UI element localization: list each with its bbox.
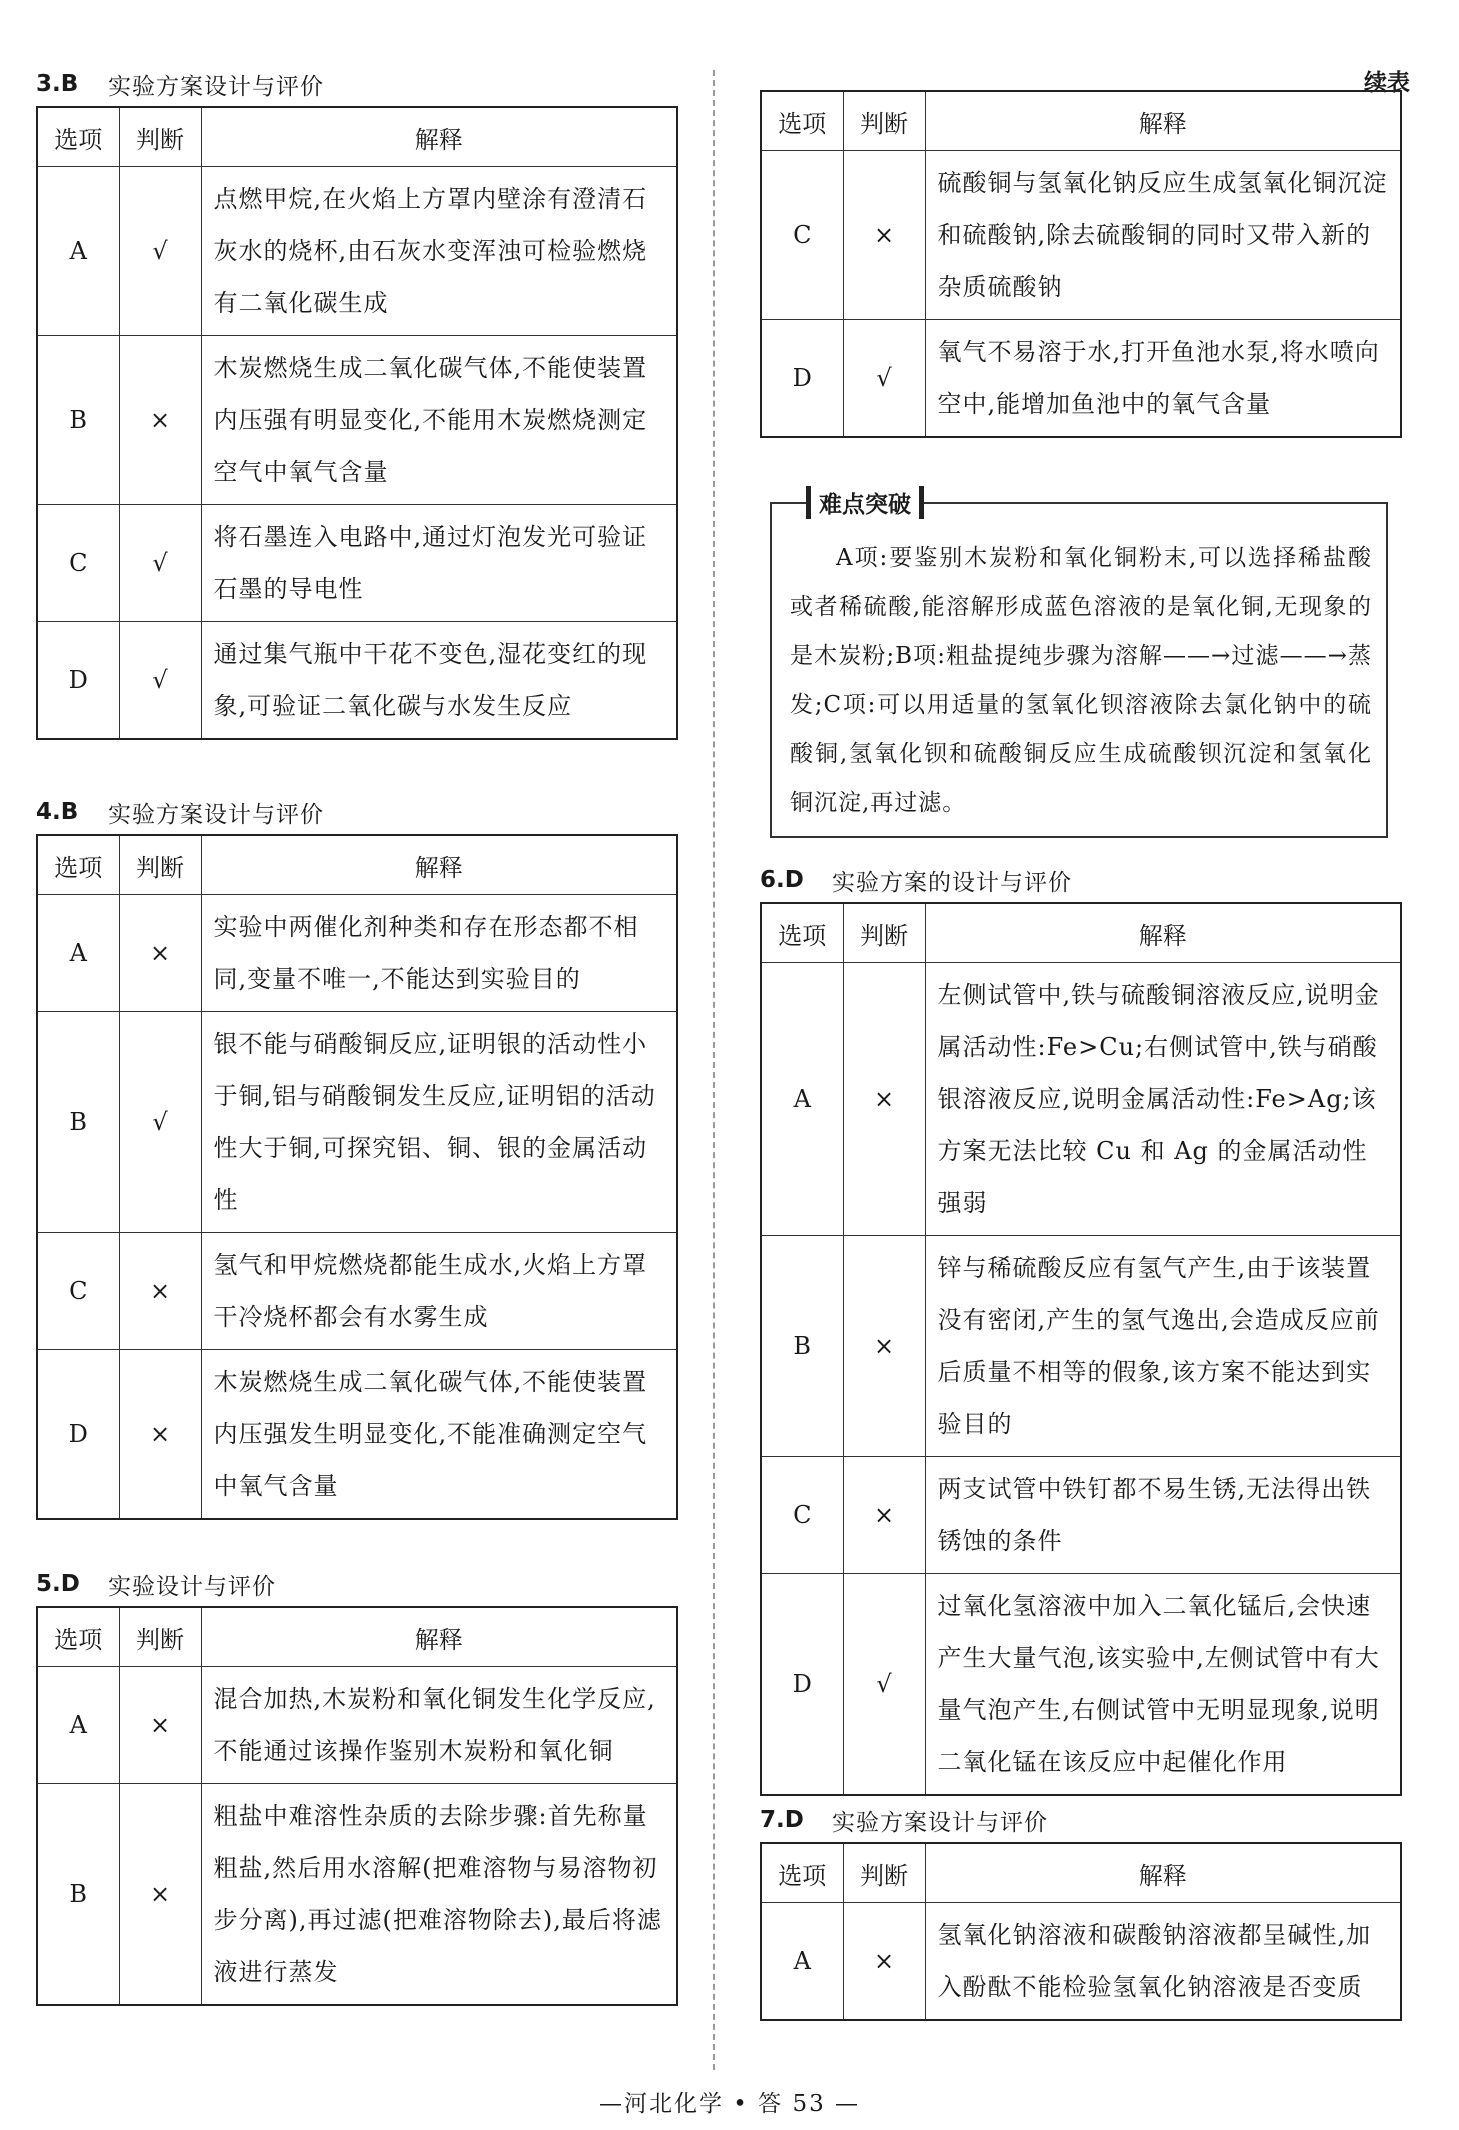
section-answer: 5.D: [36, 1571, 80, 1597]
judge-cell: ×: [843, 1457, 925, 1574]
option-cell: B: [37, 1784, 119, 2006]
judge-header: 判断: [843, 1843, 925, 1903]
page-footer: —河北化学 • 答 53 —: [598, 2091, 861, 2117]
answer-table: [36, 834, 678, 1520]
table-row: [37, 1667, 677, 1784]
table-header-row: [37, 107, 677, 167]
table-header-row: [761, 91, 1401, 151]
explanation-cell: 通过集气瓶中干花不变色,湿花变红的现象,可验证二氧化碳与水发生反应: [201, 622, 677, 740]
answer-table: [760, 90, 1402, 438]
option-cell: D: [761, 320, 843, 438]
option-cell: D: [37, 622, 119, 740]
judge-header: 判断: [119, 1607, 201, 1667]
answer-section-s6: [760, 858, 1410, 1796]
answer-section-s5: [36, 1562, 686, 2006]
option-cell: B: [761, 1236, 843, 1457]
explanation-cell: 氧气不易溶于水,打开鱼池水泵,将水喷向空中,能增加鱼池中的氧气含量: [925, 320, 1401, 438]
section-topic: 实验设计与评价: [108, 1573, 276, 1600]
judge-cell: ×: [843, 963, 925, 1236]
table-row: [37, 1784, 677, 2006]
explanation-cell: 木炭燃烧生成二氧化碳气体,不能使装置内压强有明显变化,不能用木炭燃烧测定空气中氧气含量: [201, 336, 677, 505]
explanation-cell: 两支试管中铁钉都不易生锈,无法得出铁锈蚀的条件: [925, 1457, 1401, 1574]
option-cell: A: [761, 963, 843, 1236]
column-divider: [713, 70, 715, 2070]
table-row: [37, 336, 677, 505]
judge-cell: ×: [843, 1903, 925, 2021]
table-row: [761, 1236, 1401, 1457]
option-cell: A: [37, 167, 119, 336]
option-cell: C: [761, 151, 843, 320]
difficulty-title: 难点突破: [806, 486, 924, 519]
explanation-cell: 过氧化氢溶液中加入二氧化锰后,会快速产生大量气泡,该实验中,左侧试管中有大量气泡产生,右侧试管中无明显现象,说明二氧化锰在该反应中起催化作用: [925, 1574, 1401, 1796]
table-header-row: [37, 835, 677, 895]
answer-table: [36, 106, 678, 740]
option-cell: A: [37, 895, 119, 1012]
judge-cell: ×: [843, 151, 925, 320]
judge-header: 判断: [119, 835, 201, 895]
explain-header: 解释: [925, 91, 1401, 151]
judge-cell: ×: [843, 1236, 925, 1457]
section-topic: 实验方案的设计与评价: [832, 869, 1072, 896]
table-row: [37, 1012, 677, 1233]
explanation-cell: 实验中两催化剂种类和存在形态都不相同,变量不唯一,不能达到实验目的: [201, 895, 677, 1012]
difficulty-text: A项:要鉴别木炭粉和氧化铜粉末,可以选择稀盐酸或者稀硫酸,能溶解形成蓝色溶液的是氧化铜,无现象的是木炭粉;B项:粗盐提纯步骤为溶解——→过滤——→蒸发;C项:可以用适量的氢氧化钡溶液除去氯化钠中的硫酸铜,氢氧化钡和硫酸铜反应生成硫酸钡沉淀和氢氧化铜沉淀,再过滤。: [790, 545, 1372, 816]
table-row: [761, 963, 1401, 1236]
table-row: [761, 320, 1401, 438]
section-topic: 实验方案设计与评价: [108, 73, 324, 100]
judge-cell: ×: [119, 895, 201, 1012]
explanation-cell: 点燃甲烷,在火焰上方罩内壁涂有澄清石灰水的烧杯,由石灰水变浑浊可检验燃烧有二氧化碳生成: [201, 167, 677, 336]
section-heading: [760, 858, 1410, 902]
table-header-row: [37, 1607, 677, 1667]
explain-header: 解释: [201, 1607, 677, 1667]
explain-header: 解释: [201, 107, 677, 167]
option-header: 选项: [37, 1607, 119, 1667]
judge-cell: ×: [119, 336, 201, 505]
answer-section-s3: [36, 62, 686, 740]
explanation-cell: 左侧试管中,铁与硫酸铜溶液反应,说明金属活动性:Fe>Cu;右侧试管中,铁与硝酸银溶液反应,说明金属活动性:Fe>Ag;该方案无法比较 Cu 和 Ag 的金属活动性强弱: [925, 963, 1401, 1236]
option-header: 选项: [761, 1843, 843, 1903]
explain-header: 解释: [925, 1843, 1401, 1903]
table-row: [37, 1233, 677, 1350]
table-row: [761, 1574, 1401, 1796]
explanation-cell: 锌与稀硫酸反应有氢气产生,由于该装置没有密闭,产生的氢气逸出,会造成反应前后质量不相等的假象,该方案不能达到实验目的: [925, 1236, 1401, 1457]
option-header: 选项: [37, 107, 119, 167]
judge-cell: √: [119, 505, 201, 622]
option-cell: C: [37, 505, 119, 622]
option-cell: C: [761, 1457, 843, 1574]
table-row: [37, 1350, 677, 1520]
table-row: [761, 151, 1401, 320]
explain-header: 解释: [201, 835, 677, 895]
section-heading: [36, 790, 686, 834]
table-row: [37, 895, 677, 1012]
explain-header: 解释: [925, 903, 1401, 963]
table-row: [37, 622, 677, 740]
option-cell: D: [761, 1574, 843, 1796]
section-answer: 3.B: [36, 71, 79, 97]
explanation-cell: 硫酸铜与氢氧化钠反应生成氢氧化铜沉淀和硫酸钠,除去硫酸铜的同时又带入新的杂质硫酸钠: [925, 151, 1401, 320]
table-header-row: [761, 1843, 1401, 1903]
judge-cell: ×: [119, 1784, 201, 2006]
answer-section-s4c: [760, 70, 1410, 438]
section-answer: 6.D: [760, 867, 804, 893]
table-row: [37, 167, 677, 336]
section-answer: 7.D: [760, 1807, 804, 1833]
answer-table: [760, 902, 1402, 1796]
explanation-cell: 将石墨连入电路中,通过灯泡发光可验证石墨的导电性: [201, 505, 677, 622]
judge-cell: √: [119, 167, 201, 336]
section-heading: [36, 62, 686, 106]
option-cell: B: [37, 336, 119, 505]
option-header: 选项: [37, 835, 119, 895]
difficulty-breakthrough-box: [770, 492, 1388, 838]
section-answer: 4.B: [36, 799, 79, 825]
judge-header: 判断: [843, 91, 925, 151]
option-cell: A: [761, 1903, 843, 2021]
answer-section-s7: [760, 1798, 1410, 2021]
option-cell: C: [37, 1233, 119, 1350]
judge-header: 判断: [843, 903, 925, 963]
explanation-cell: 氢气和甲烷燃烧都能生成水,火焰上方罩干冷烧杯都会有水雾生成: [201, 1233, 677, 1350]
table-row: [761, 1903, 1401, 2021]
table-row: [37, 505, 677, 622]
option-header: 选项: [761, 903, 843, 963]
answer-table: [760, 1842, 1402, 2021]
judge-header: 判断: [119, 107, 201, 167]
explanation-cell: 粗盐中难溶性杂质的去除步骤:首先称量粗盐,然后用水溶解(把难溶物与易溶物初步分离),再过滤(把难溶物除去),最后将滤液进行蒸发: [201, 1784, 677, 2006]
option-header: 选项: [761, 91, 843, 151]
judge-cell: ×: [119, 1233, 201, 1350]
answer-section-s4: [36, 790, 686, 1520]
continued-table-label: 续表: [1364, 70, 1410, 96]
judge-cell: √: [119, 622, 201, 740]
explanation-cell: 木炭燃烧生成二氧化碳气体,不能使装置内压强发生明显变化,不能准确测定空气中氧气含量: [201, 1350, 677, 1520]
table-header-row: [761, 903, 1401, 963]
option-cell: B: [37, 1012, 119, 1233]
judge-cell: ×: [119, 1667, 201, 1784]
judge-cell: √: [843, 320, 925, 438]
explanation-cell: 银不能与硝酸铜反应,证明银的活动性小于铜,铝与硝酸铜发生反应,证明铝的活动性大于铜,可探究铝、铜、银的金属活动性: [201, 1012, 677, 1233]
table-row: [761, 1457, 1401, 1574]
option-cell: A: [37, 1667, 119, 1784]
section-topic: 实验方案设计与评价: [832, 1809, 1048, 1836]
answer-table: [36, 1606, 678, 2006]
explanation-cell: 混合加热,木炭粉和氧化铜发生化学反应,不能通过该操作鉴别木炭粉和氧化铜: [201, 1667, 677, 1784]
explanation-cell: 氢氧化钠溶液和碳酸钠溶液都呈碱性,加入酚酞不能检验氢氧化钠溶液是否变质: [925, 1903, 1401, 2021]
option-cell: D: [37, 1350, 119, 1520]
judge-cell: √: [119, 1012, 201, 1233]
judge-cell: ×: [119, 1350, 201, 1520]
judge-cell: √: [843, 1574, 925, 1796]
section-topic: 实验方案设计与评价: [108, 801, 324, 828]
section-heading: [36, 1562, 686, 1606]
section-heading: [760, 1798, 1410, 1842]
